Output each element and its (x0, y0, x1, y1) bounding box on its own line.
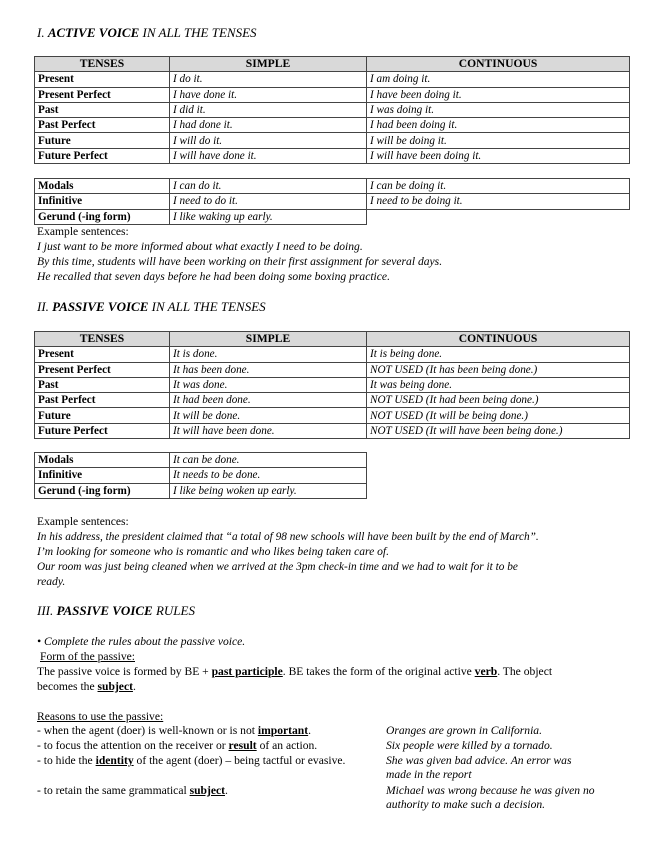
example-sentence: ready. (37, 575, 66, 588)
reasons-label: Reasons to use the passive: (37, 710, 164, 723)
simple-cell: It needs to be done. (170, 468, 367, 483)
section-title-rest: IN ALL THE TENSES (148, 299, 266, 314)
answer-keyword: verb (474, 665, 498, 678)
simple-cell: I need to do it. (170, 194, 367, 209)
active-tenses-table (34, 56, 630, 164)
table-row (35, 468, 367, 483)
example-sentence: I’m looking for someone who is romantic and who likes being taken care of. (37, 545, 390, 558)
reason-example: Six people were killed by a tornado. (386, 739, 553, 752)
table-row (35, 102, 630, 117)
passive-other-forms-table (34, 452, 367, 499)
text: The passive voice is formed by BE + (37, 665, 212, 678)
empty-cell (367, 209, 630, 224)
text: of the agent (doer) – being tactful or evasive. (133, 754, 346, 767)
active-other-forms-table (34, 178, 630, 225)
reason-1 (37, 724, 311, 738)
rules-instruction: • Complete the rules about the passive voice. (37, 635, 246, 648)
table-row (35, 194, 630, 209)
text: . The object (497, 665, 553, 678)
text: . BE takes the form of the original active (282, 665, 475, 678)
simple-cell: It was done. (170, 377, 367, 392)
text: - to hide the (37, 754, 96, 767)
header-continuous: CONTINUOUS (367, 57, 630, 72)
example-sentence: Our room was just being cleaned when we arrived at the 3pm check-in time and we had to wait for it to be (37, 561, 518, 573)
reason-2 (37, 739, 317, 753)
form-cell: Gerund (-ing form) (35, 483, 170, 498)
tense-cell: Past Perfect (35, 393, 170, 408)
text: . (225, 784, 228, 797)
section-title-rest: IN ALL THE TENSES (139, 25, 257, 40)
example-sentence: I just want to be more informed about what exactly I need to be doing. (37, 240, 363, 253)
tense-cell: Past (35, 102, 170, 117)
table-row (35, 453, 367, 468)
section-2-heading (37, 299, 266, 315)
continuous-cell: I am doing it. (367, 72, 630, 87)
passive-tenses-table (34, 331, 630, 439)
tense-cell: Future Perfect (35, 148, 170, 163)
text: becomes the (37, 680, 98, 693)
text: . (132, 680, 136, 693)
continuous-cell: I need to be doing it. (367, 194, 630, 209)
simple-cell: I will have done it. (170, 148, 367, 163)
continuous-cell: I was doing it. (367, 102, 630, 117)
reason-4 (37, 784, 228, 798)
continuous-cell: I will be doing it. (367, 133, 630, 148)
reason-example: She was given bad advice. An error was (386, 754, 572, 767)
form-cell: Modals (35, 453, 170, 468)
example-sentence: He recalled that seven days before he had been doing some boxing practice. (37, 270, 390, 283)
continuous-cell: NOT USED (It had been being done.) (367, 393, 630, 408)
text: . (308, 724, 312, 737)
form-cell: Modals (35, 179, 170, 194)
tense-cell: Future Perfect (35, 423, 170, 438)
section-title-bold: PASSIVE VOICE (52, 299, 149, 314)
reason-example: Oranges are grown in California. (386, 724, 542, 737)
continuous-cell: NOT USED (It has been being done.) (367, 362, 630, 377)
tense-cell: Future (35, 408, 170, 423)
continuous-cell: NOT USED (It will have been being done.) (367, 423, 630, 438)
section-title-bold: ACTIVE VOICE (47, 25, 140, 40)
answer-keyword: subject (189, 784, 226, 797)
tense-cell: Past Perfect (35, 118, 170, 133)
reason-example: made in the report (386, 768, 472, 781)
simple-cell: I can do it. (170, 179, 367, 194)
simple-cell: I do it. (170, 72, 367, 87)
table-row (35, 148, 630, 163)
form-of-passive-label: Form of the passive: (40, 650, 135, 663)
table-row (35, 87, 630, 102)
header-simple: SIMPLE (170, 57, 367, 72)
answer-keyword: subject (97, 680, 133, 693)
reason-example: authority to make such a decision. (386, 798, 546, 811)
text: of an action. (256, 739, 318, 752)
table-header-row (35, 57, 630, 72)
example-sentence: By this time, students will have been working on their first assignment for several days. (37, 255, 443, 268)
tense-cell: Present (35, 347, 170, 362)
header-tenses: TENSES (35, 332, 170, 347)
table-row (35, 393, 630, 408)
simple-cell: It can be done. (170, 453, 367, 468)
section-3-heading (37, 603, 195, 619)
form-cell: Infinitive (35, 468, 170, 483)
section-number: I. (37, 25, 45, 40)
header-simple: SIMPLE (170, 332, 367, 347)
simple-cell: I had done it. (170, 118, 367, 133)
simple-cell: It will have been done. (170, 423, 367, 438)
table-row (35, 483, 367, 498)
table-header-row (35, 332, 630, 347)
example-label: Example sentences: (37, 515, 129, 528)
table-row (35, 118, 630, 133)
header-continuous: CONTINUOUS (367, 332, 630, 347)
tense-cell: Present Perfect (35, 87, 170, 102)
form-cell: Gerund (-ing form) (35, 209, 170, 224)
reason-3 (37, 754, 345, 768)
simple-cell: It is done. (170, 347, 367, 362)
section-number: III. (37, 603, 54, 618)
simple-cell: I like waking up early. (170, 209, 367, 224)
example-label: Example sentences: (37, 225, 129, 238)
section-1-heading (37, 25, 257, 41)
table-row (35, 423, 630, 438)
simple-cell: I like being woken up early. (170, 483, 367, 498)
table-row (35, 408, 630, 423)
continuous-cell: It was being done. (367, 377, 630, 392)
text: - to retain the same grammatical (37, 784, 190, 797)
simple-cell: It had been done. (170, 393, 367, 408)
table-row (35, 179, 630, 194)
form-cell: Infinitive (35, 194, 170, 209)
example-sentence: In his address, the president claimed that “a total of 98 new schools will have been built by the end of March”. (37, 531, 539, 543)
form-rule-line-1 (37, 665, 552, 679)
tense-cell: Present Perfect (35, 362, 170, 377)
answer-keyword: past participle (211, 665, 283, 678)
section-title-rest: RULES (152, 603, 195, 618)
text: - to focus the attention on the receiver or (37, 739, 229, 752)
table-row (35, 362, 630, 377)
continuous-cell: I have been doing it. (367, 87, 630, 102)
answer-keyword: result (228, 739, 257, 752)
table-row (35, 347, 630, 362)
table-row (35, 72, 630, 87)
table-row (35, 133, 630, 148)
answer-keyword: important (257, 724, 309, 737)
simple-cell: It has been done. (170, 362, 367, 377)
section-number: II. (37, 299, 49, 314)
text: - when the agent (doer) is well-known or is not (37, 724, 258, 737)
continuous-cell: I can be doing it. (367, 179, 630, 194)
tense-cell: Present (35, 72, 170, 87)
form-rule-line-2 (37, 680, 136, 694)
simple-cell: I will do it. (170, 133, 367, 148)
tense-cell: Past (35, 377, 170, 392)
continuous-cell: It is being done. (367, 347, 630, 362)
table-row (35, 377, 630, 392)
table-row (35, 209, 630, 224)
reason-example: Michael was wrong because he was given no (386, 784, 595, 797)
simple-cell: It will be done. (170, 408, 367, 423)
header-tenses: TENSES (35, 57, 170, 72)
section-title-bold: PASSIVE VOICE (56, 603, 153, 618)
continuous-cell: NOT USED (It will be being done.) (367, 408, 630, 423)
answer-keyword: identity (95, 754, 134, 767)
continuous-cell: I will have been doing it. (367, 148, 630, 163)
continuous-cell: I had been doing it. (367, 118, 630, 133)
simple-cell: I have done it. (170, 87, 367, 102)
simple-cell: I did it. (170, 102, 367, 117)
tense-cell: Future (35, 133, 170, 148)
